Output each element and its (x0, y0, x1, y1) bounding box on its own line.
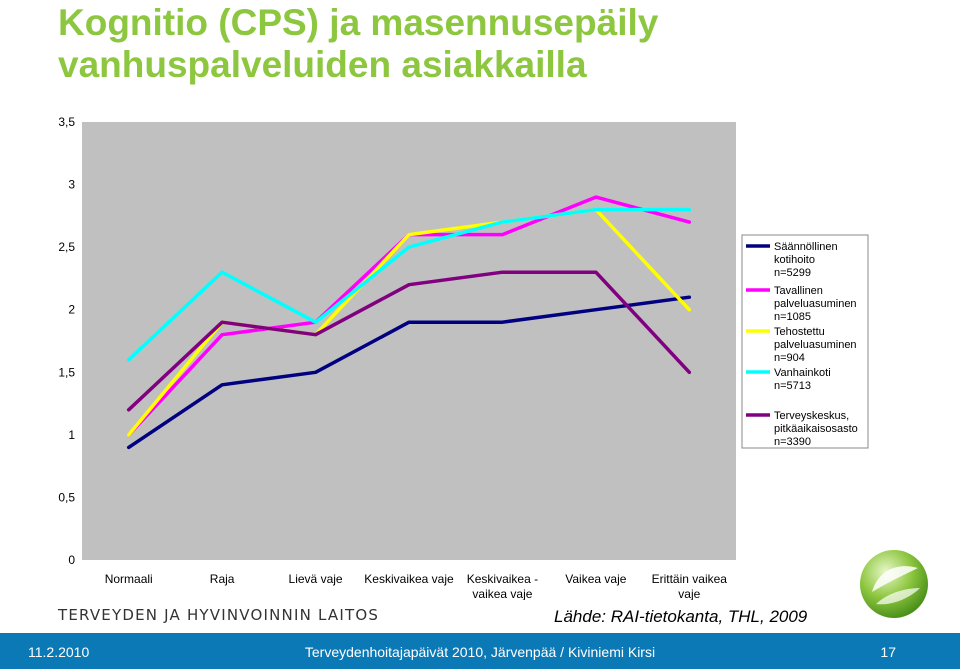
y-tick-label: 3 (68, 177, 75, 192)
footer-event: Terveydenhoitajapäivät 2010, Järvenpää / Kiviniemi Kirsi (304, 644, 656, 660)
footer-date: 11.2.2010 (28, 644, 90, 660)
legend-label: Vanhainkoti n=5713 (774, 367, 831, 392)
slide-title: Kognitio (CPS) ja masennusepäily vanhuspalveluiden asiakkailla (58, 2, 659, 85)
x-tick-label: Lievä vaje (288, 572, 343, 586)
x-axis-ticks (105, 572, 728, 600)
legend-label: Tehostettu palveluasuminen n=904 (774, 326, 857, 364)
y-tick-label: 2 (68, 302, 75, 317)
y-tick-label: 3,5 (58, 115, 75, 129)
legend (742, 235, 868, 448)
legend-label: Terveyskeskus, pitkäaikaisosasto n=3390 (774, 410, 858, 448)
x-tick-label: Keskivaikea vaje (364, 572, 454, 586)
x-tick-label: Erittäin vaikea vaje (651, 572, 727, 600)
legend-label: Tavallinen palveluasuminen n=1085 (774, 285, 857, 323)
plot-area (82, 122, 736, 560)
y-axis-ticks (58, 115, 75, 567)
thl-logo (858, 548, 930, 620)
y-tick-label: 1,5 (58, 365, 75, 380)
x-tick-label: Keskivaikea -vaikea vaje (466, 572, 539, 600)
organization-name: TERVEYDEN JA HYVINVOINNIN LAITOS (58, 606, 380, 624)
x-tick-label: Raja (209, 572, 235, 586)
page-number: 17 (880, 644, 896, 660)
footer-bar (0, 633, 960, 669)
x-tick-label: Vaikea vaje (565, 572, 627, 586)
legend-label: Säännöllinen kotihoito n=5299 (774, 241, 838, 279)
y-tick-label: 0 (68, 553, 75, 567)
source-note: Lähde: RAI-tietokanta, THL, 2009 (554, 607, 808, 626)
y-tick-label: 1 (68, 427, 75, 442)
y-tick-label: 0,5 (58, 490, 75, 505)
x-tick-label: Normaali (104, 572, 153, 586)
y-tick-label: 2,5 (58, 240, 75, 255)
